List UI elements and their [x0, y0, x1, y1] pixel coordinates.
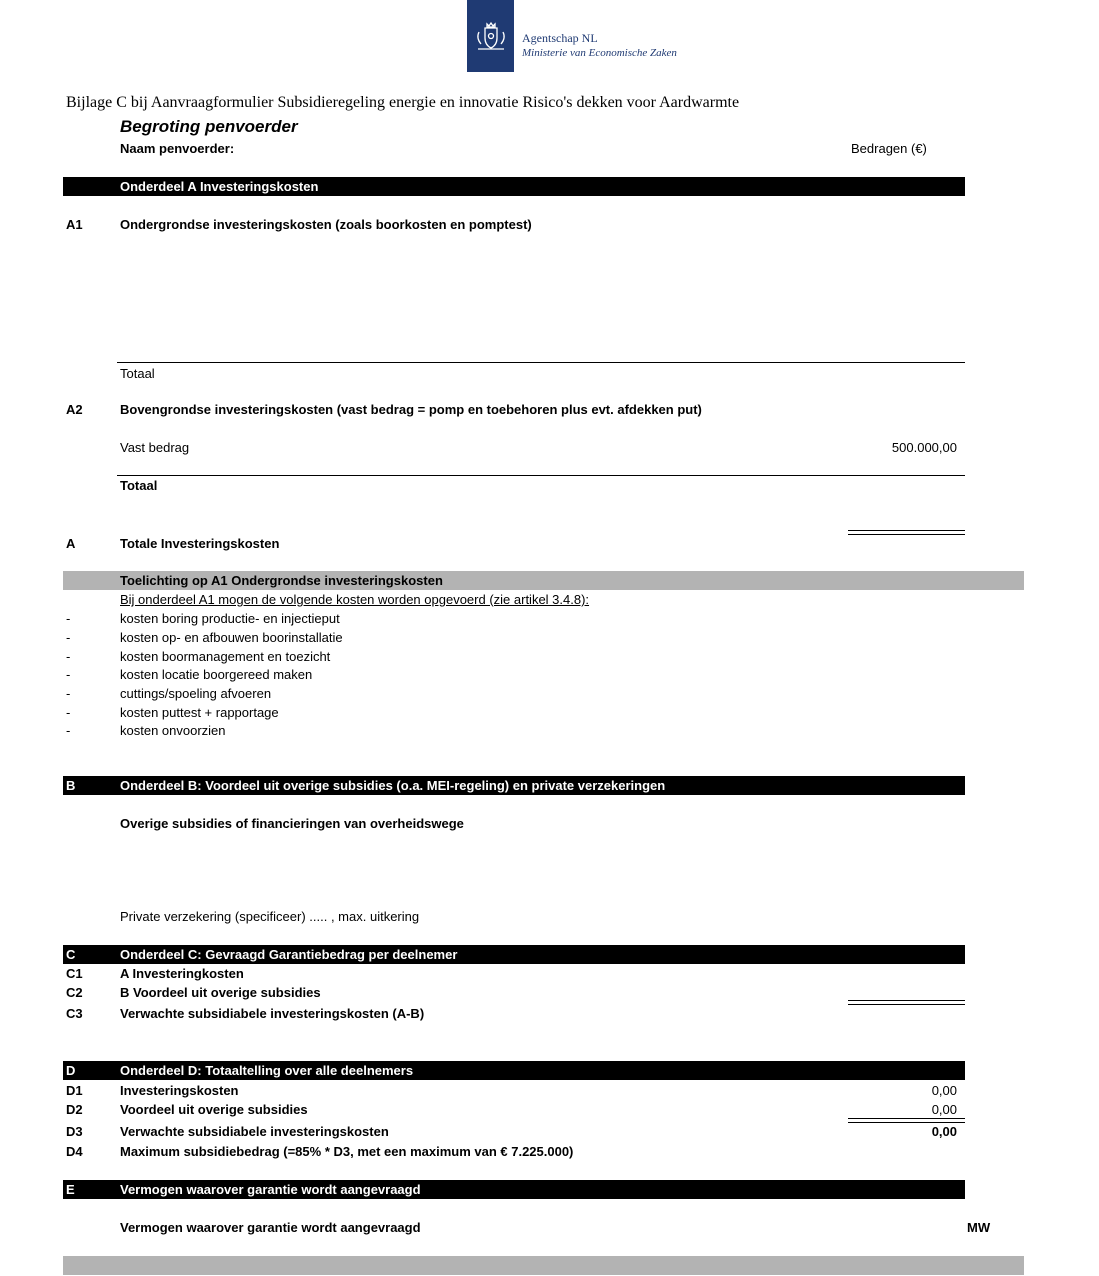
section-e-code: E: [66, 1182, 75, 1197]
section-a-title: Onderdeel A Investeringskosten: [120, 179, 319, 194]
d3-code: D3: [66, 1124, 83, 1139]
fixed-amount-value: 500.000,00: [891, 440, 957, 455]
d2-value: 0,00: [931, 1102, 957, 1117]
a1-code: A1: [66, 217, 83, 232]
c-total-double-line: [848, 1000, 965, 1005]
d3-label: Verwachte subsidiabele investeringskosten: [120, 1124, 389, 1139]
list-bullet: -: [66, 686, 71, 701]
amounts-label: Bedragen (€): [851, 141, 927, 156]
list-item: cuttings/spoeling afvoeren: [120, 686, 272, 701]
c2-code: C2: [66, 985, 83, 1000]
a-total-label: Totale Investeringskosten: [120, 536, 280, 551]
a1-total-line: [117, 362, 965, 363]
list-item: kosten onvoorzien: [120, 723, 226, 738]
section-b-code: B: [66, 778, 76, 793]
a2-total-line: [117, 475, 965, 476]
a2-label: Bovengrondse investeringskosten (vast bedrag = pomp en toebehoren plus evt. afdekken put): [120, 402, 702, 417]
logo-text: [522, 31, 677, 59]
a-code: A: [66, 536, 76, 551]
d4-label: Maximum subsidiebedrag (=85% * D3, met een maximum van € 7.225.000): [120, 1144, 574, 1159]
explanation-title: Toelichting op A1 Ondergrondse investeringskosten: [120, 573, 443, 588]
c1-code: C1: [66, 966, 83, 981]
list-item: kosten op- en afbouwen boorinstallatie: [120, 630, 343, 645]
section-b-title: Onderdeel B: Voordeel uit overige subsidies (o.a. MEI-regeling) en private verzekeringen: [120, 778, 666, 793]
section-d-title: Onderdeel D: Totaaltelling over alle deelnemers: [120, 1063, 414, 1078]
list-bullet: -: [66, 705, 71, 720]
d1-label: Investeringskosten: [120, 1083, 239, 1098]
c3-code: C3: [66, 1006, 83, 1021]
a2-code: A2: [66, 402, 83, 417]
section-d-header: [63, 1061, 965, 1080]
c1-label: A Investeringkosten: [120, 966, 244, 981]
fixed-amount-label: Vast bedrag: [120, 440, 190, 455]
d3-value: 0,00: [931, 1124, 957, 1139]
list-bullet: -: [66, 723, 71, 738]
d1-value: 0,00: [931, 1083, 957, 1098]
section-b-header: [63, 776, 965, 795]
c2-label: B Voordeel uit overige subsidies: [120, 985, 321, 1000]
list-bullet: -: [66, 667, 71, 682]
footer-bar: [63, 1256, 1024, 1275]
d2-label: Voordeel uit overige subsidies: [120, 1102, 308, 1117]
agency-name: Agentschap NL: [522, 31, 598, 45]
list-item: kosten locatie boorgereed maken: [120, 667, 313, 682]
d2-code: D2: [66, 1102, 83, 1117]
other-subsidies-label: Overige subsidies of financieringen van overheidswege: [120, 816, 464, 831]
c3-label: Verwachte subsidiabele investeringskosten (A-B): [120, 1006, 425, 1021]
list-bullet: -: [66, 611, 71, 626]
explanation-intro: Bij onderdeel A1 mogen de volgende kosten worden opgevoerd (zie artikel 3.4.8):: [120, 592, 590, 607]
list-bullet: -: [66, 649, 71, 664]
explanation-header: [63, 571, 1024, 590]
name-label: Naam penvoerder:: [120, 141, 235, 156]
list-item: kosten boormanagement en toezicht: [120, 649, 331, 664]
section-e-title: Vermogen waarover garantie wordt aangevraagd: [120, 1182, 421, 1197]
d-total-double-line: [848, 1118, 965, 1123]
section-c-title: Onderdeel C: Gevraagd Garantiebedrag per deelnemer: [120, 947, 458, 962]
document-subtitle: Begroting penvoerder: [120, 117, 298, 136]
section-e-header: [63, 1180, 965, 1199]
section-c-header: [63, 945, 965, 964]
d4-code: D4: [66, 1144, 83, 1159]
section-c-code: C: [66, 947, 76, 962]
a-total-double-line: [848, 530, 965, 535]
crest-logo: [467, 0, 514, 72]
capacity-unit: MW: [967, 1220, 991, 1235]
capacity-label: Vermogen waarover garantie wordt aangevraagd: [120, 1220, 421, 1235]
list-item: kosten boring productie- en injectieput: [120, 611, 340, 626]
a1-total-label: Totaal: [120, 366, 155, 381]
d1-code: D1: [66, 1083, 83, 1098]
list-item: kosten puttest + rapportage: [120, 705, 279, 720]
crest-icon: [471, 16, 511, 56]
ministry-name: Ministerie van Economische Zaken: [522, 47, 677, 59]
list-bullet: -: [66, 630, 71, 645]
section-a-header: [63, 177, 965, 196]
a1-label: Ondergrondse investeringskosten (zoals boorkosten en pomptest): [120, 217, 532, 232]
private-insurance-label: Private verzekering (specificeer) ..... , max. uitkering: [120, 909, 420, 924]
document-title: Bijlage C bij Aanvraagformulier Subsidieregeling energie en innovatie Risico's dekken voor Aardwarmte: [66, 94, 740, 111]
section-d-code: D: [66, 1063, 76, 1078]
a2-total-label: Totaal: [120, 478, 158, 493]
